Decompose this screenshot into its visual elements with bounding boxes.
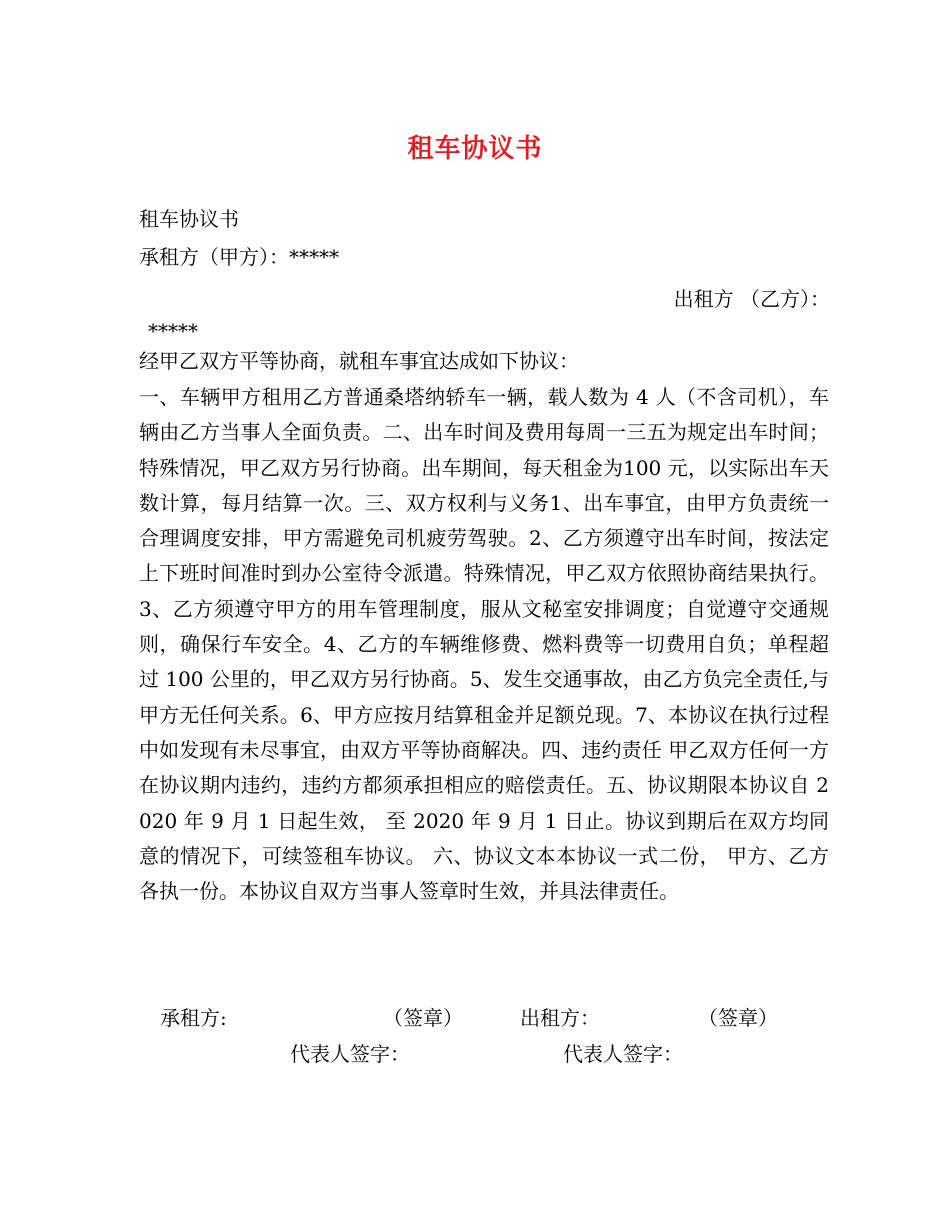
intro-paragraph: 经甲乙双方平等协商，就租车事宜达成如下协议： (139, 349, 579, 373)
representative-signature-left: 代表人签字： (290, 1042, 410, 1066)
lessee-signature-label: 承租方: (160, 1006, 227, 1030)
lessor-stamp-label: （签章） (698, 1006, 778, 1030)
lessee-line: 承租方（甲方）：***** (139, 245, 339, 269)
lessor-signature-label: 出租方： (520, 1006, 600, 1030)
document-title: 租车协议书 (407, 134, 543, 164)
lessee-stamp-label: （签章） (383, 1006, 463, 1030)
lessor-name: ***** (148, 319, 198, 343)
lessor-line: 出租方 （乙方）： (673, 287, 830, 311)
agreement-body: 一、车辆甲方租用乙方普通桑塔纳轿车一辆，载人数为 4 人（不含司机），车辆由乙方当事人全面负责。二、出车时间及费用每周一三五为规定出车时间；特殊情况，甲乙双方另行协商。出车期间，每天租金为100 元，以实际出车天数计算，每月结算一次。三、双方权利与义务1、出车事宜，由甲方负责统一合理调度安排，甲方需避免司机疲劳驾驶。2、乙方须遵守出车时间，按法定上下班时间准时到办公室待令派遣。特殊情况，甲乙双方依照协商结果执行。3、乙方须遵守甲方的用车管理制度，服从文秘室安排调度；自觉遵守交通规则，确保行车安全。4、乙方的车辆维修费、燃料费等一切费用自负；单程超过 100 公里的，甲乙双方另行协商。5、发生交通事故，由乙方负完全责任,与甲方无任何关系。6、甲方应按月结算租金并足额兑现。7、本协议在执行过程中如发现有未尽事宜，由双方平等协商解决。四、违约责任 甲乙双方任何一方在协议期内违约，违约方都须承担相应的赔偿责任。五、协议期限本协议自 2020 年 9 月 1 日起生效， 至 2020 年 9 月 1 日止。协议到期后在双方均同意的情况下，可续签租车协议。 六、协议文本本协议一式二份， 甲方、乙方各执一份。本协议自双方当事人签章时生效，并具法律责任。 (139, 385, 829, 904)
representative-signature-right: 代表人签字： (563, 1042, 683, 1066)
document-heading: 租车协议书 (139, 207, 239, 231)
